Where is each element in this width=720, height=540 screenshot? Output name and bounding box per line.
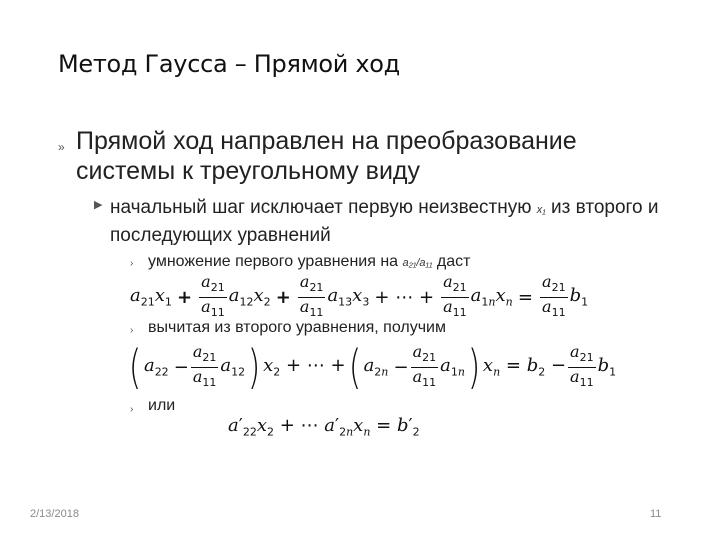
double-arrow-bullet-icon: » (58, 140, 65, 154)
small-arrow-bullet-icon: › (130, 258, 134, 269)
bullet2-text-pre: начальный шаг исключает первую неизвестную (110, 197, 532, 218)
equation-3: $a'_{22}x_2$ + ⋯ $a'_{2n}x_n = b'_2$ (228, 415, 420, 439)
slide-title: Метод Гаусса – Прямой ход (58, 50, 400, 78)
bullet-level1: Прямой ход направлен на преобразование системы к треугольному виду (76, 127, 577, 185)
bullet-level2 (110, 195, 670, 248)
equation-1: $a_{21}x_1$ + $\frac{a_{21}}{a_{11}}$ $a_{12}x_2$ + $\frac{a_{21}}{a_{11}}$ $a_{13}x_3$ + ⋯ + $\frac{a_{21}}{a_{11}}$ $a_{1n}x_n$ = $\frac{a_{21}}{a_{11}}$ $b_1$ (130, 272, 589, 319)
small-arrow-bullet-icon: › (130, 404, 134, 415)
equation-2: ( $a_{22}$ − $\frac{a_{21}}{a_{11}}$ $a_{12}$ ) $x_2$ + ⋯ + ( $a_{2n}$ − $\frac{a_{21}}{a_{11}}$ $a_{1n}$ ) $x_n = b_2$ − $\frac{a_{21}}{a_{11}}$ $b_1$ (128, 340, 617, 394)
footer-date: 2/13/2018 (30, 508, 79, 520)
bullet3a-text-pre: умножение первого уравнения на (148, 253, 399, 270)
bullet3a-text-post: даст (436, 253, 471, 270)
bullet-level3-multiply (148, 253, 470, 271)
triangle-bullet-icon: ▶ (94, 199, 103, 211)
bullet2-text-post: из второго и последующих уравнений (110, 197, 659, 246)
bullet-level3-or: или (148, 397, 176, 414)
footer-page-number: 11 (650, 508, 662, 520)
bullet-level3-subtract: вычитая из второго уравнения, получим (148, 319, 446, 336)
bullet3a-ratio: a₂₁/a₁₁ (402, 257, 433, 269)
small-arrow-bullet-icon: › (130, 325, 134, 336)
bullet2-variable: x₁ (536, 204, 546, 216)
